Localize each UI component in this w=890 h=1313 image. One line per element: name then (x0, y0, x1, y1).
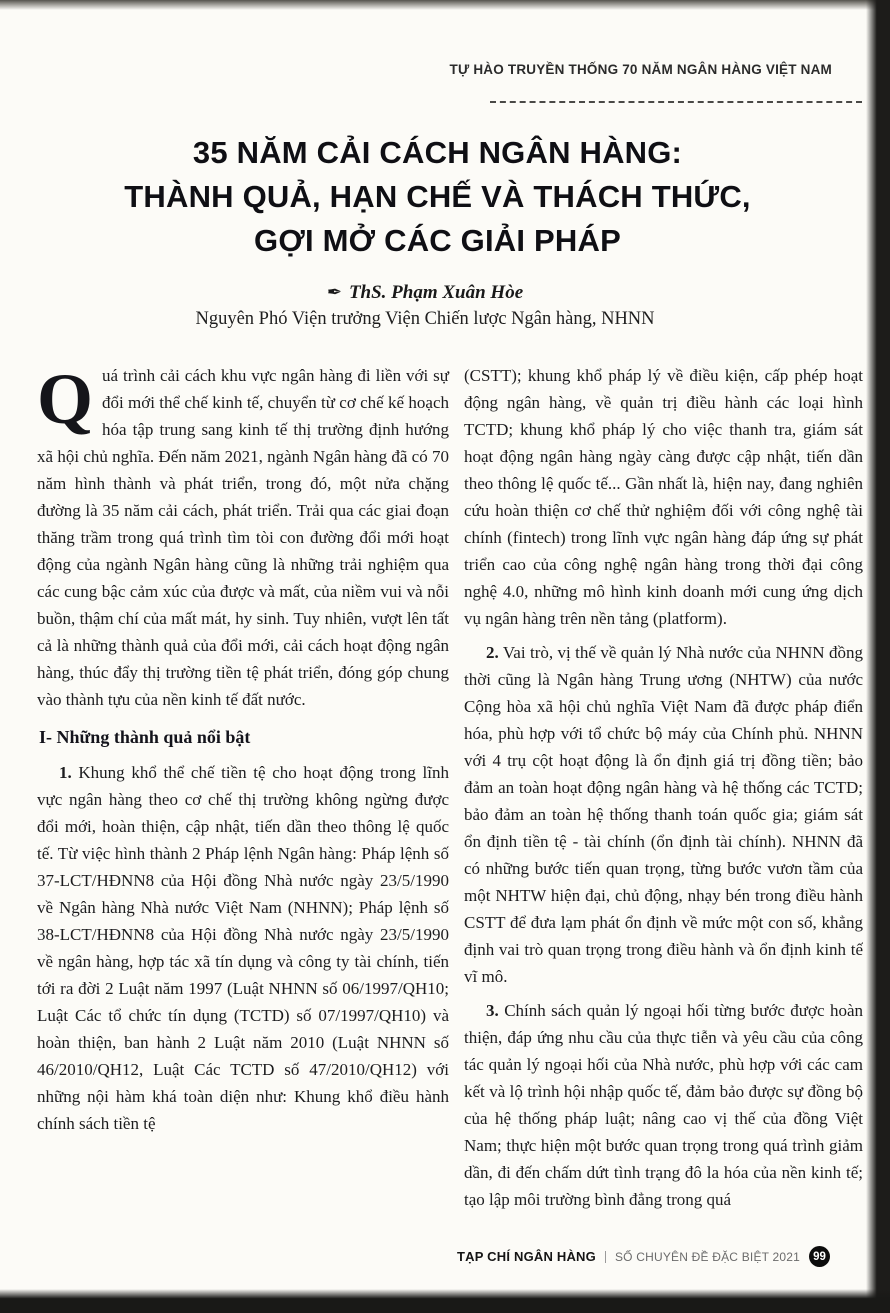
drop-cap: Q (37, 362, 94, 439)
article-body (37, 362, 863, 1242)
paragraph-1 (37, 759, 449, 1137)
scan-edge-bottom (0, 1289, 890, 1313)
header-slogan: TỰ HÀO TRUYỀN THỐNG 70 NĂM NGÂN HÀNG VIỆT NAM (449, 62, 832, 77)
byline (0, 282, 850, 304)
column-right (464, 362, 863, 1242)
article-title (45, 131, 830, 263)
paragraph-1-text: Khung khổ thể chế tiền tệ cho hoạt động trong lĩnh vực ngân hàng theo cơ chế thị trường không ngừng được đổi mới, hoàn thiện, cập nhật, tiến dần theo thông lệ quốc tế. Từ việc hình thành 2 Pháp lệnh Ngân hàng: Pháp lệnh số 37-LCT/HĐNN8 của Hội đồng Nhà nước ngày 23/5/1990 về Ngân hàng Nhà nước Việt Nam (NHNN); Pháp lệnh số 38-LCT/HĐNN8 của Hội đồng Nhà nước ngày 23/5/1990 về ngân hàng, hợp tác xã tín dụng và công ty tài chính, tiến tới ra đời 2 Luật năm 1997 (Luật NHNN số 06/1997/QH10; Luật Các tổ chức tín dụng (TCTD) số 07/1997/QH10) và hoàn thiện, ban hành 2 Luật năm 2010 (Luật NHNN số 46/2010/QH12, Luật Các TCTD số 47/2010/QH12) với những nội hàm khá toàn diện như: Khung khổ điều hành chính sách tiền tệ (37, 763, 449, 1133)
article-title-line-1: 35 NĂM CẢI CÁCH NGÂN HÀNG: (192, 135, 683, 170)
paragraph-2-text: Vai trò, vị thế về quản lý Nhà nước của NHNN đồng thời cũng là Ngân hàng Trung ương (NHTW) của nước Cộng hòa xã hội chủ nghĩa Việt Nam đã được pháp điển hóa, phù hợp với tổ chức bộ máy của Chính phủ. NHNN với 4 trụ cột hoạt động là ổn định giá trị đồng tiền; bảo đảm an toàn hoạt động ngân hàng và hệ thống các TCTD; bảo đảm an toàn hệ thống thanh toán quốc gia; giám sát ổn định tiền tệ - tài chính (ổn định tài chính). NHNN đã có những bước tiến quan trọng, từng bước vươn tầm của một NHTW hiện đại, chủ động, nhạy bén trong điều hành CSTT để đưa lạm phát ổn định về mức một con số, khẳng định vai trò quan trọng trong điều hành và ổn định kinh tế vĩ mô. (464, 643, 863, 986)
paragraph-2-number: 2. (486, 643, 499, 662)
author-name: ThS. Phạm Xuân Hòe (348, 282, 524, 303)
page-footer (457, 1246, 830, 1267)
article-title-line-2: THÀNH QUẢ, HẠN CHẾ VÀ THÁCH THỨC, (124, 179, 751, 215)
intro-paragraph (37, 362, 449, 713)
column-left (37, 362, 449, 1242)
scan-edge-top (0, 0, 890, 10)
section-heading: I- Những thành quả nổi bật (39, 727, 251, 747)
header-dashed-rule (490, 101, 862, 103)
paragraph-3-number: 3. (486, 1001, 499, 1020)
intro-text: uá trình cải cách khu vực ngân hàng đi liền với sự đổi mới thể chế kinh tế, chuyển từ cơ chế kế hoạch hóa tập trung sang kinh tế thị trường định hướng xã hội chủ nghĩa. Đến năm 2021, ngành Ngân hàng đã có 70 năm hình thành và phát triển, trong đó, một nửa chặng đường là 35 năm cải cách, phát triển. Trải qua các giai đoạn thăng trầm trong quá trình tìm tòi con đường đổi mới hoạt động của ngành Ngân hàng cũng là những trải nghiệm qua các cung bậc cảm xúc của được và mất, của niềm vui và nỗi buồn, thậm chí của mất mát, hy sinh. Tuy nhiên, vượt lên tất cả là những thành quả của đổi mới, cải cách hoạt động ngân hàng, thúc đẩy thị trường tiền tệ phát triển, đóng góp chung vào thành tựu của nền kinh tế đất nước. (37, 366, 449, 709)
page-number-badge: 99 (809, 1246, 830, 1267)
article-title-line-3: GỢI MỞ CÁC GIẢI PHÁP (254, 223, 621, 259)
paragraph-1-number: 1. (59, 763, 72, 782)
paragraph-3 (464, 997, 863, 1213)
scan-edge-right (866, 0, 890, 1313)
footer-journal-name: TẠP CHÍ NGÂN HÀNG (457, 1249, 596, 1264)
paragraph-3-text: Chính sách quản lý ngoại hối từng bước được hoàn thiện, đáp ứng nhu cầu của thực tiễn và yêu cầu của công tác quản lý ngoại hối của Nhà nước, phù hợp với các cam kết và lộ trình hội nhập quốc tế, đảm bảo được sự đồng bộ của hệ thống pháp luật; nâng cao vị thế của đồng Việt Nam; thực hiện một bước quan trọng trong quá trình giảm dần, đi đến chấm dứt tình trạng đô la hóa của nền kinh tế; tạo lập môi trường bình đẳng trong quá (464, 1001, 863, 1209)
footer-issue-label: SỐ CHUYÊN ĐỀ ĐẶC BIỆT 2021 (614, 1249, 800, 1264)
paragraph-2 (464, 639, 863, 990)
paragraph-1-continuation: (CSTT); khung khổ pháp lý về điều kiện, cấp phép hoạt động ngân hàng, về quản trị điều hành các loại hình TCTD; khung khổ pháp lý cho việc thanh tra, giám sát hoạt động ngân hàng ngày càng được cập nhật, tiến dần theo thông lệ quốc tế... Gần nhất là, hiện nay, đang nghiên cứu hoàn thiện cơ chế thử nghiệm đối với công nghệ tài chính (fintech) trong lĩnh vực ngân hàng đáp ứng sự phát triển cao của công nghệ ngân hàng trong thời đại công nghệ 4.0, những mô hình kinh doanh mới cung ứng dịch vụ ngân hàng trên nền tảng (platform). (464, 366, 863, 628)
pen-icon: ✒ (326, 282, 342, 302)
author-role: Nguyên Phó Viện trưởng Viện Chiến lược Ngân hàng, NHNN (195, 309, 655, 329)
footer-divider (605, 1251, 606, 1263)
